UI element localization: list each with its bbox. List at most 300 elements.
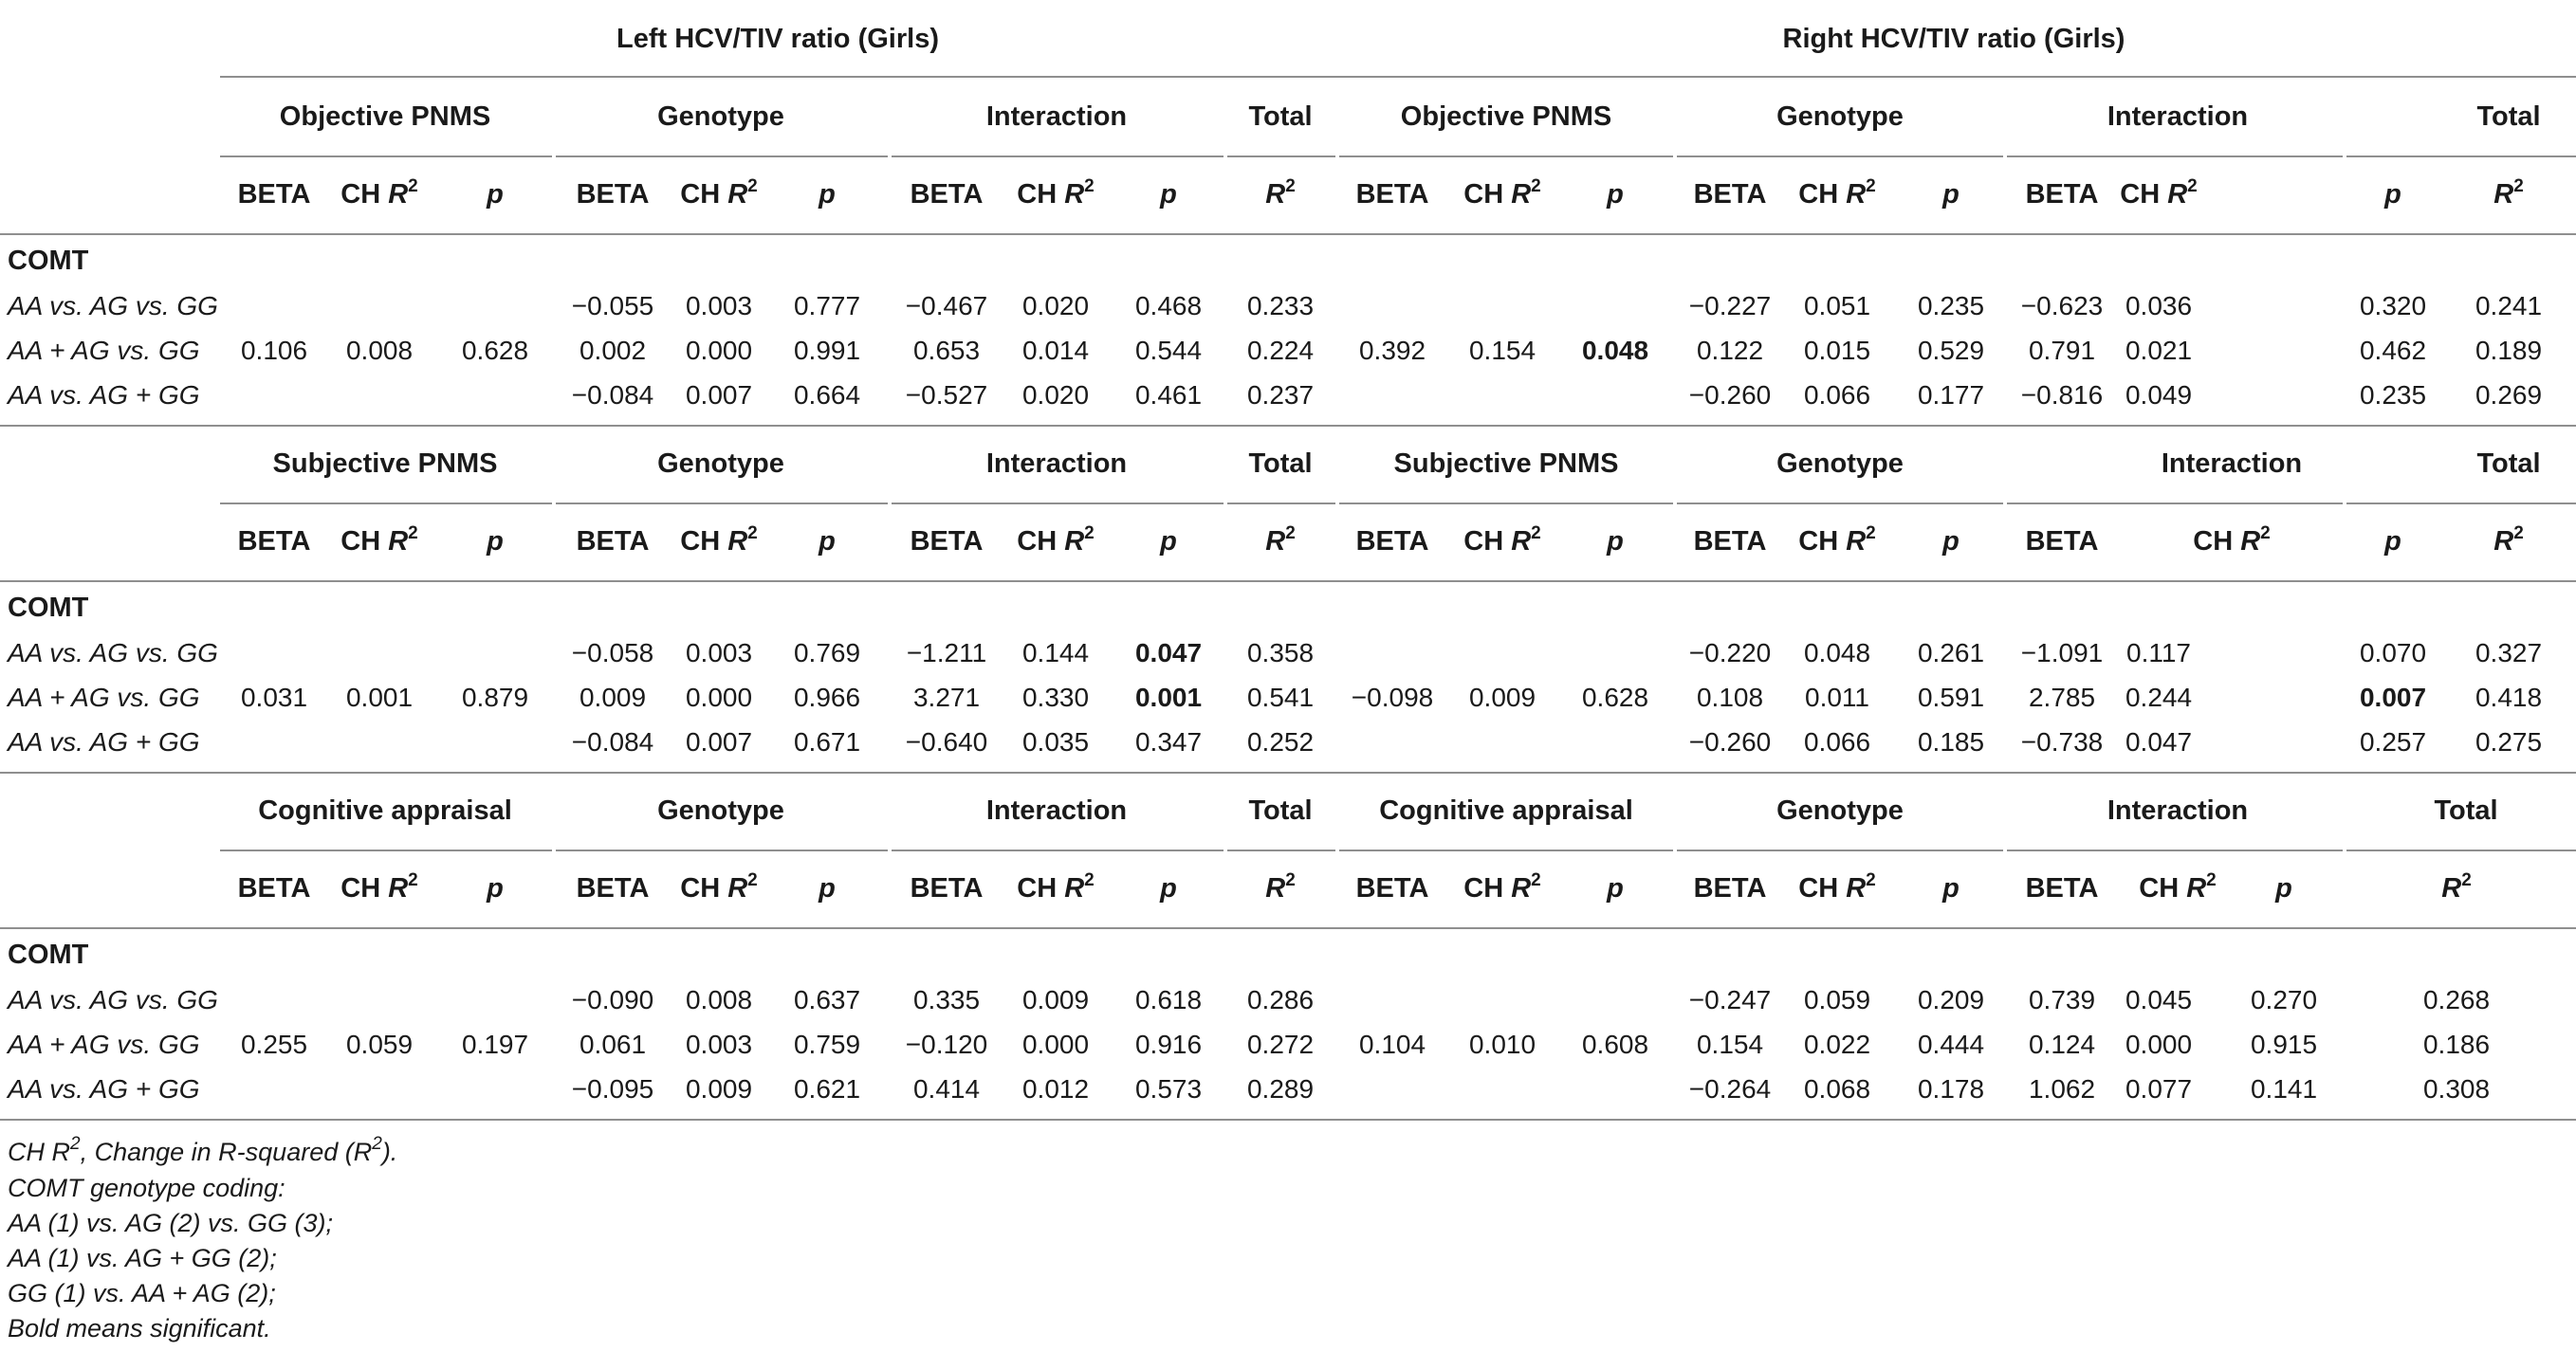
- r-symbol: R: [2441, 873, 2462, 904]
- table-cell: 0.270: [2250, 985, 2318, 1014]
- header-r2: [1265, 872, 1296, 908]
- r-symbol: R: [1064, 873, 1085, 904]
- header-p: p: [819, 873, 836, 904]
- header-ch-r2: [680, 872, 757, 908]
- table-cell: 0.915: [2250, 1030, 2318, 1059]
- table-cell: −0.084: [571, 727, 654, 757]
- header-beta: BETA: [576, 873, 650, 904]
- table-cell: −0.084: [571, 380, 654, 410]
- factor-header-left: Objective PNMS: [279, 101, 491, 132]
- table-cell: 0.769: [793, 638, 861, 667]
- r-symbol: R: [1265, 873, 1286, 904]
- superscript-2: 2: [1866, 176, 1876, 196]
- table-cell: 0.759: [793, 1030, 861, 1059]
- r-symbol: R: [2493, 179, 2514, 210]
- table-cell: 0.010: [1468, 1030, 1536, 1059]
- superscript-2: 2: [1084, 870, 1095, 890]
- table-cell: 0.268: [2422, 985, 2491, 1014]
- total-header-left: Total: [1248, 448, 1313, 479]
- rule-left-title: [220, 76, 1337, 78]
- table-cell: 0.462: [2359, 336, 2427, 365]
- header-ch-r2: [1798, 525, 1875, 561]
- table-cell: 0.591: [1917, 683, 1985, 712]
- table-cell: 0.233: [1246, 291, 1315, 320]
- r-symbol: R: [1846, 526, 1867, 557]
- header-beta: BETA: [1693, 873, 1767, 904]
- table-cell: 0.966: [793, 683, 861, 712]
- interaction-header-right: Interaction: [2161, 448, 2303, 479]
- rule-group-1: [556, 850, 888, 851]
- header-r2: [1265, 525, 1296, 561]
- table-cell: 0.272: [1246, 1030, 1315, 1059]
- r-symbol: R: [2240, 526, 2261, 557]
- table-cell: 0.003: [685, 638, 753, 667]
- table-cell: −0.247: [1688, 985, 1772, 1014]
- table-cell: 0.237: [1246, 380, 1315, 410]
- table-cell: 0.108: [1696, 683, 1764, 712]
- table-cell: 0.068: [1803, 1074, 1871, 1104]
- table-cell: 0.117: [2126, 638, 2191, 667]
- superscript-2: 2: [747, 176, 758, 196]
- interaction-header-right: Interaction: [2107, 101, 2249, 132]
- table-cell: −0.738: [2020, 727, 2104, 757]
- rule-group-0: [220, 155, 552, 157]
- header-beta: BETA: [1693, 179, 1767, 210]
- table-cell: 0.122: [1696, 336, 1764, 365]
- header-p: p: [1160, 179, 1177, 210]
- rule-group-5: [1677, 155, 2003, 157]
- r-symbol: R: [1064, 179, 1085, 210]
- header-p: p: [1942, 179, 1960, 210]
- table-cell: 0.002: [579, 336, 647, 365]
- table-cell: 0.001: [345, 683, 414, 712]
- table-cell: −1.211: [906, 638, 987, 667]
- genotype-header-right: Genotype: [1776, 795, 1904, 826]
- table-cell: 0.320: [2359, 291, 2427, 320]
- table-cell: 0.059: [1803, 985, 1871, 1014]
- interaction-header-left: Interaction: [985, 101, 1128, 132]
- r-symbol: R: [1064, 526, 1085, 557]
- table-cell: 0.392: [1358, 336, 1426, 365]
- table-cell: 0.269: [2475, 380, 2543, 410]
- table-cell: 0.444: [1917, 1030, 1985, 1059]
- superscript-2: 2: [1866, 523, 1876, 543]
- header-p: p: [1942, 526, 1960, 557]
- rule-group-4: [1339, 850, 1673, 851]
- ch-label: CH: [1017, 179, 1065, 210]
- table-cell: −0.058: [571, 638, 654, 667]
- superscript-2: 2: [1531, 870, 1541, 890]
- table-cell: −1.091: [2020, 638, 2104, 667]
- superscript-2: 2: [1866, 870, 1876, 890]
- table-cell: 0.124: [2028, 1030, 2096, 1059]
- rule-subheader: [0, 927, 2576, 929]
- table-cell: 0.066: [1803, 727, 1871, 757]
- rule-section-end: [0, 772, 2576, 774]
- header-p: p: [1160, 873, 1177, 904]
- table-cell: 0.106: [240, 336, 308, 365]
- header-beta: BETA: [910, 179, 984, 210]
- r-symbol: R: [727, 526, 748, 557]
- superscript-2: 2: [408, 523, 418, 543]
- header-ch-r2: [680, 525, 757, 561]
- table-cell: 0.003: [685, 1030, 753, 1059]
- superscript-2: 2: [408, 870, 418, 890]
- r-symbol: R: [388, 179, 409, 210]
- r-symbol: R: [1846, 873, 1867, 904]
- footnote-ch-text: , Change in R-squared (R: [80, 1138, 373, 1166]
- table-cell: 0.035: [1021, 727, 1090, 757]
- ch-label: CH: [1798, 873, 1847, 904]
- table-cell: 0.791: [2028, 336, 2096, 365]
- header-ch-r2: [1798, 178, 1875, 214]
- r-symbol: R: [1511, 873, 1532, 904]
- header-r2: [2493, 178, 2524, 214]
- genotype-header-left: Genotype: [657, 795, 784, 826]
- superscript-2: 2: [408, 176, 418, 196]
- rule-group-7: [2346, 850, 2576, 851]
- footnote-ch-text: ).: [381, 1138, 398, 1166]
- table-cell: 0.286: [1246, 985, 1315, 1014]
- table-cell: 0.671: [793, 727, 861, 757]
- table-cell: 0.739: [2028, 985, 2096, 1014]
- gene-label: COMT: [8, 246, 89, 276]
- table-cell: 0.327: [2475, 638, 2543, 667]
- table-cell: 0.257: [2359, 727, 2427, 757]
- factor-header-right: Objective PNMS: [1400, 101, 1612, 132]
- table-cell: 0.011: [1805, 683, 1869, 712]
- superscript-2: 2: [2513, 176, 2524, 196]
- rule-group-0: [220, 502, 552, 504]
- rule-group-6: [2007, 502, 2343, 504]
- row-label: AA + AG vs. GG: [8, 1030, 200, 1059]
- table-cell: 0.000: [685, 683, 753, 712]
- ch-label: CH: [2120, 179, 2168, 210]
- header-ch-r2: [2120, 178, 2197, 214]
- r-symbol: R: [1265, 526, 1286, 557]
- gene-label: COMT: [8, 940, 89, 970]
- table-cell: 0.608: [1581, 1030, 1649, 1059]
- genotype-header-right: Genotype: [1776, 101, 1904, 132]
- rule-group-6: [2007, 850, 2343, 851]
- table-cell: 0.009: [685, 1074, 753, 1104]
- table-cell: 0.051: [1803, 291, 1871, 320]
- superscript-2: 2: [2513, 523, 2524, 543]
- gene-label: COMT: [8, 593, 89, 623]
- row-label: AA vs. AG vs. GG: [8, 985, 218, 1014]
- superscript-2: 2: [2187, 176, 2198, 196]
- header-ch-r2: [1017, 872, 1094, 908]
- ch-label: CH: [1463, 873, 1512, 904]
- table-cell: 0.003: [685, 291, 753, 320]
- header-ch-r2: [2139, 872, 2216, 908]
- genotype-header-left: Genotype: [657, 101, 784, 132]
- header-ch-r2: [1463, 525, 1540, 561]
- total-header-right: Total: [2476, 101, 2541, 132]
- header-p: p: [487, 526, 504, 557]
- superscript-2: 2: [70, 1134, 81, 1154]
- header-ch-r2: [1463, 178, 1540, 214]
- table-cell: 0.047: [2125, 727, 2193, 757]
- table-cell: 0.347: [1134, 727, 1203, 757]
- header-r2: [2493, 525, 2524, 561]
- table-cell: 0.070: [2359, 638, 2427, 667]
- r-symbol: R: [1846, 179, 1867, 210]
- rule-group-4: [1339, 502, 1673, 504]
- header-p: p: [819, 526, 836, 557]
- rule-group-0: [220, 850, 552, 851]
- r-symbol: R: [1511, 179, 1532, 210]
- table-cell: 0.197: [461, 1030, 529, 1059]
- table-cell: 0.241: [2475, 291, 2543, 320]
- header-p: p: [2275, 873, 2292, 904]
- rule-subheader: [0, 233, 2576, 235]
- table-cell: 0.653: [912, 336, 981, 365]
- ch-label: CH: [1463, 179, 1512, 210]
- r-symbol: R: [727, 873, 748, 904]
- table-cell: 0.991: [793, 336, 861, 365]
- rule-group-3: [1227, 502, 1335, 504]
- table-cell: −0.467: [905, 291, 988, 320]
- ch-label: CH: [1798, 526, 1847, 557]
- header-ch-r2: [1017, 178, 1094, 214]
- table-cell: 0.000: [1021, 1030, 1090, 1059]
- superscript-2: 2: [1285, 870, 1296, 890]
- table-cell: 0.059: [345, 1030, 414, 1059]
- r-symbol: R: [727, 179, 748, 210]
- header-ch-r2: [1463, 872, 1540, 908]
- table-cell: 2.785: [2028, 683, 2096, 712]
- header-p: p: [819, 179, 836, 210]
- table-cell: −0.098: [1351, 683, 1434, 712]
- rule-group-2: [892, 155, 1224, 157]
- table-cell: 0.008: [345, 336, 414, 365]
- header-ch-r2: [2193, 525, 2270, 561]
- header-r2: [1265, 178, 1296, 214]
- r-symbol: R: [2167, 179, 2188, 210]
- table-cell: 0.008: [685, 985, 753, 1014]
- footnote-line: GG (1) vs. AA + AG (2);: [8, 1279, 276, 1307]
- table-cell: 0.544: [1134, 336, 1203, 365]
- ch-label: CH: [1798, 179, 1847, 210]
- table-cell: 0.077: [2125, 1074, 2193, 1104]
- table-cell: −0.260: [1688, 727, 1772, 757]
- table-cell: 0.021: [2125, 336, 2193, 365]
- table-cell: 0.358: [1246, 638, 1315, 667]
- table-cell: 0.014: [1021, 336, 1090, 365]
- header-p: p: [487, 179, 504, 210]
- table-cell: 0.628: [1581, 683, 1649, 712]
- superscript-2: 2: [2260, 523, 2271, 543]
- superscript-2: 2: [2461, 870, 2472, 890]
- table-cell: 0.061: [579, 1030, 647, 1059]
- table-cell: 0.289: [1246, 1074, 1315, 1104]
- table-cell: −0.055: [571, 291, 654, 320]
- left-block-title: Left HCV/TIV ratio (Girls): [616, 24, 939, 54]
- table-cell: 0.255: [240, 1030, 308, 1059]
- rule-group-2: [892, 850, 1224, 851]
- table-cell: 0.628: [461, 336, 529, 365]
- table-cell: 0.224: [1246, 336, 1315, 365]
- table-cell: 0.001: [1134, 683, 1203, 712]
- table-cell: 0.235: [1917, 291, 1985, 320]
- table-cell: 0.154: [1696, 1030, 1764, 1059]
- table-cell: 0.000: [685, 336, 753, 365]
- header-beta: BETA: [237, 526, 311, 557]
- table-cell: 0.141: [2250, 1074, 2318, 1104]
- superscript-2: 2: [1285, 523, 1296, 543]
- factor-header-left: Cognitive appraisal: [258, 795, 512, 826]
- table-cell: 0.000: [2125, 1030, 2193, 1059]
- table-cell: 0.015: [1803, 336, 1871, 365]
- r-symbol: R: [2186, 873, 2207, 904]
- header-p: p: [1607, 179, 1624, 210]
- table-cell: 0.012: [1021, 1074, 1090, 1104]
- row-label: AA + AG vs. GG: [8, 336, 200, 365]
- table-cell: 0.178: [1917, 1074, 1985, 1104]
- table-cell: 0.047: [1134, 638, 1203, 667]
- table-cell: 0.048: [1803, 638, 1871, 667]
- table-cell: 0.020: [1021, 380, 1090, 410]
- r-symbol: R: [388, 873, 409, 904]
- table-cell: 0.009: [1021, 985, 1090, 1014]
- genotype-header-right: Genotype: [1776, 448, 1904, 479]
- table-cell: −0.260: [1688, 380, 1772, 410]
- header-p: p: [1160, 526, 1177, 557]
- table-cell: 0.777: [793, 291, 861, 320]
- superscript-2: 2: [747, 523, 758, 543]
- row-label: AA vs. AG + GG: [8, 727, 200, 757]
- header-p: p: [487, 873, 504, 904]
- header-beta: BETA: [237, 873, 311, 904]
- header-beta: BETA: [1355, 179, 1429, 210]
- table-cell: 0.275: [2475, 727, 2543, 757]
- header-beta: BETA: [910, 873, 984, 904]
- table-cell: 0.209: [1917, 985, 1985, 1014]
- header-ch-r2: [340, 872, 417, 908]
- table-cell: −0.527: [905, 380, 988, 410]
- table-cell: 0.461: [1134, 380, 1203, 410]
- header-r2: [2441, 872, 2472, 908]
- total-header-right: Total: [2434, 795, 2498, 826]
- table-cell: 0.009: [579, 683, 647, 712]
- ch-label: CH: [1463, 526, 1512, 557]
- header-p: p: [1942, 873, 1960, 904]
- header-beta: BETA: [237, 179, 311, 210]
- table-cell: −0.264: [1688, 1074, 1772, 1104]
- table-cell: 0.330: [1021, 683, 1090, 712]
- ch-label: CH: [1017, 526, 1065, 557]
- row-label: AA + AG vs. GG: [8, 683, 200, 712]
- rule-group-6: [2007, 155, 2343, 157]
- table-cell: 0.252: [1246, 727, 1315, 757]
- ch-label: CH: [680, 873, 728, 904]
- row-label: AA vs. AG + GG: [8, 1074, 200, 1104]
- table-cell: 0.916: [1134, 1030, 1203, 1059]
- header-ch-r2: [340, 178, 417, 214]
- table-cell: 0.066: [1803, 380, 1871, 410]
- table-cell: 0.664: [793, 380, 861, 410]
- table-cell: 0.048: [1581, 336, 1649, 365]
- rule-group-2: [892, 502, 1224, 504]
- table-cell: 0.009: [1468, 683, 1536, 712]
- table-cell: 0.177: [1917, 380, 1985, 410]
- header-ch-r2: [1017, 525, 1094, 561]
- header-ch-r2: [1798, 872, 1875, 908]
- factor-header-right: Subjective PNMS: [1393, 448, 1619, 479]
- r-symbol: R: [1511, 526, 1532, 557]
- table-cell: 0.244: [2125, 683, 2193, 712]
- table-cell: −0.120: [905, 1030, 988, 1059]
- rule-group-7: [2346, 502, 2576, 504]
- total-header-left: Total: [1248, 795, 1313, 826]
- table-cell: 0.308: [2422, 1074, 2491, 1104]
- table-cell: 0.049: [2125, 380, 2193, 410]
- superscript-2: 2: [1531, 523, 1541, 543]
- superscript-2: 2: [2206, 870, 2217, 890]
- footnote-line: Bold means significant.: [8, 1314, 271, 1343]
- table-cell: 0.045: [2125, 985, 2193, 1014]
- right-block-title: Right HCV/TIV ratio (Girls): [1782, 24, 2125, 54]
- rule-group-5: [1677, 850, 2003, 851]
- interaction-header-left: Interaction: [985, 448, 1128, 479]
- table-cell: 0.144: [1021, 638, 1090, 667]
- ch-label: CH: [340, 179, 389, 210]
- row-label: AA vs. AG + GG: [8, 380, 200, 410]
- table-cell: 0.007: [685, 380, 753, 410]
- superscript-2: 2: [1084, 176, 1095, 196]
- header-beta: BETA: [1355, 873, 1429, 904]
- header-beta: BETA: [2025, 526, 2099, 557]
- interaction-header-right: Interaction: [2107, 795, 2249, 826]
- interaction-header-left: Interaction: [985, 795, 1128, 826]
- header-p: p: [1607, 873, 1624, 904]
- footnote-line: AA (1) vs. AG + GG (2);: [8, 1244, 277, 1272]
- header-beta: BETA: [1355, 526, 1429, 557]
- total-header-right: Total: [2476, 448, 2541, 479]
- rule-right-title: [1337, 76, 2576, 78]
- table-cell: 0.418: [2475, 683, 2543, 712]
- header-beta: BETA: [1693, 526, 1767, 557]
- table-cell: 0.020: [1021, 291, 1090, 320]
- header-beta: BETA: [910, 526, 984, 557]
- table-cell: 0.621: [793, 1074, 861, 1104]
- table-cell: 0.235: [2359, 380, 2427, 410]
- footnote-line: AA (1) vs. AG (2) vs. GG (3);: [8, 1209, 334, 1237]
- rule-group-5: [1677, 502, 2003, 504]
- table-cell: −0.640: [905, 727, 988, 757]
- table-cell: −0.623: [2020, 291, 2104, 320]
- header-beta: BETA: [2025, 873, 2099, 904]
- rule-group-7: [2346, 155, 2576, 157]
- table-cell: 0.189: [2475, 336, 2543, 365]
- footnote-ch-text: CH R: [8, 1138, 70, 1166]
- table-cell: 0.007: [2359, 683, 2427, 712]
- table-cell: 0.414: [912, 1074, 981, 1104]
- rule-group-4: [1339, 155, 1673, 157]
- table-cell: 0.468: [1134, 291, 1203, 320]
- total-header-left: Total: [1248, 101, 1313, 132]
- ch-label: CH: [2139, 873, 2187, 904]
- ch-label: CH: [340, 873, 389, 904]
- factor-header-right: Cognitive appraisal: [1379, 795, 1633, 826]
- ch-label: CH: [680, 179, 728, 210]
- rule-group-3: [1227, 155, 1335, 157]
- ch-label: CH: [2193, 526, 2241, 557]
- table-cell: 0.529: [1917, 336, 1985, 365]
- table-cell: −0.095: [571, 1074, 654, 1104]
- ch-label: CH: [340, 526, 389, 557]
